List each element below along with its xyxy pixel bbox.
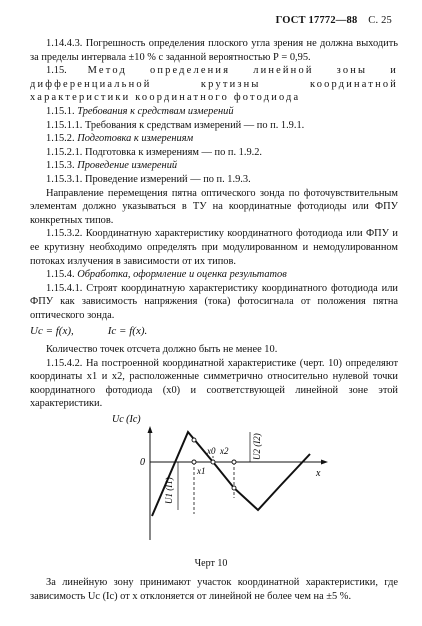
subheading: 1.15.1. Требования к средствам измерений: [46, 105, 234, 117]
standard-number: ГОСТ 17772—88: [275, 15, 358, 26]
label-x2: x2: [220, 446, 229, 456]
x-axis-arrow: [321, 460, 328, 465]
paragraph: 1.15.1.1. Требования к средствам измерений — по п. 1.9.1.: [46, 119, 305, 131]
label-x1: x1: [197, 466, 206, 476]
label-u2: U2 (I2): [252, 433, 262, 460]
body-text: [30, 37, 398, 411]
label-zero: 0: [140, 457, 145, 468]
point-x1: [192, 460, 196, 464]
paragraph: Количество точек отсчета должно быть не менее 10.: [46, 344, 278, 356]
label-top: Uc (Ic): [112, 414, 141, 425]
figure-caption: Черт 10: [194, 558, 228, 569]
section-heading: 1.15. Метод определения линейной зоны и дифференциальной крутизны координатной характеристики координатного фотодиода: [30, 65, 398, 104]
point-x0: [211, 460, 215, 464]
paragraph: За линейную зону принимают участок координатной характеристики, где зависимость Uc (Ic) от x отклоняется от линейной не более чем на ±5 %.: [30, 577, 398, 602]
subheading: 1.15.2. Подготовка к измерениям: [46, 133, 194, 145]
paragraph: 1.15.2.1. Подготовка к измерениям — по п. 1.9.2.: [46, 146, 263, 158]
paragraph: 1.15.4.1. Строят координатную характеристику координатного фотодиода или ФПУ как зависимость напряжения (тока) фотосигнала от положения пятна оптического зонда.: [30, 282, 398, 321]
curve-point-1: [192, 438, 196, 442]
coordinate-characteristic-figure: [110, 414, 330, 542]
paragraph: 1.15.3.1. Проведение измерений — по п. 1.9.3.: [46, 173, 251, 185]
curve-point-2: [232, 486, 236, 490]
subheading: 1.15.4. Обработка, оформление и оценка результатов: [46, 269, 287, 281]
subheading: 1.15.3. Проведение измерений: [46, 160, 178, 172]
page-number: С. 25: [368, 15, 392, 26]
figure-svg: [110, 414, 330, 542]
formula: Uc = f(x), Ic = f(x).: [30, 325, 148, 338]
point-x2: [232, 460, 236, 464]
paragraph: Направление перемещения пятна оптического зонда по фоточувствительным элементам должно указываться в ТУ на координатные фотодиоды или ФПУ конкретных типов.: [30, 187, 398, 226]
section-title: Метод определения линейной зоны и дифференциальной крутизны координатной характеристики координатного фотодиода: [30, 65, 398, 104]
y-axis-arrow: [148, 426, 153, 433]
body-text-bottom: [30, 576, 398, 603]
paragraph: 1.14.4.3. Погрешность определения плоского угла зрения не должна выходить за пределы интервала ±10 % с заданной вероятностью Р = 0,95.: [30, 38, 398, 63]
characteristic-curve: [152, 432, 310, 516]
label-x: x: [316, 468, 321, 479]
label-u1: U1 (I1): [164, 477, 174, 504]
page-header: [276, 14, 392, 28]
paragraph: 1.15.3.2. Координатную характеристику координатного фотодиода или ФПУ и ее крутизну необходимо определять при модулированном и немодулированном потоках излучения в зависимости от их типов.: [30, 228, 398, 267]
paragraph: 1.15.4.2. На построенной координатной характеристике (черт. 10) определяют координаты x1 и x2, расположенные симметрично относительно нулевой точки координатного фотодиода (x0) и соответствующей линейной зоне этой характеристики.: [30, 357, 398, 410]
label-x0: x0: [207, 446, 216, 456]
